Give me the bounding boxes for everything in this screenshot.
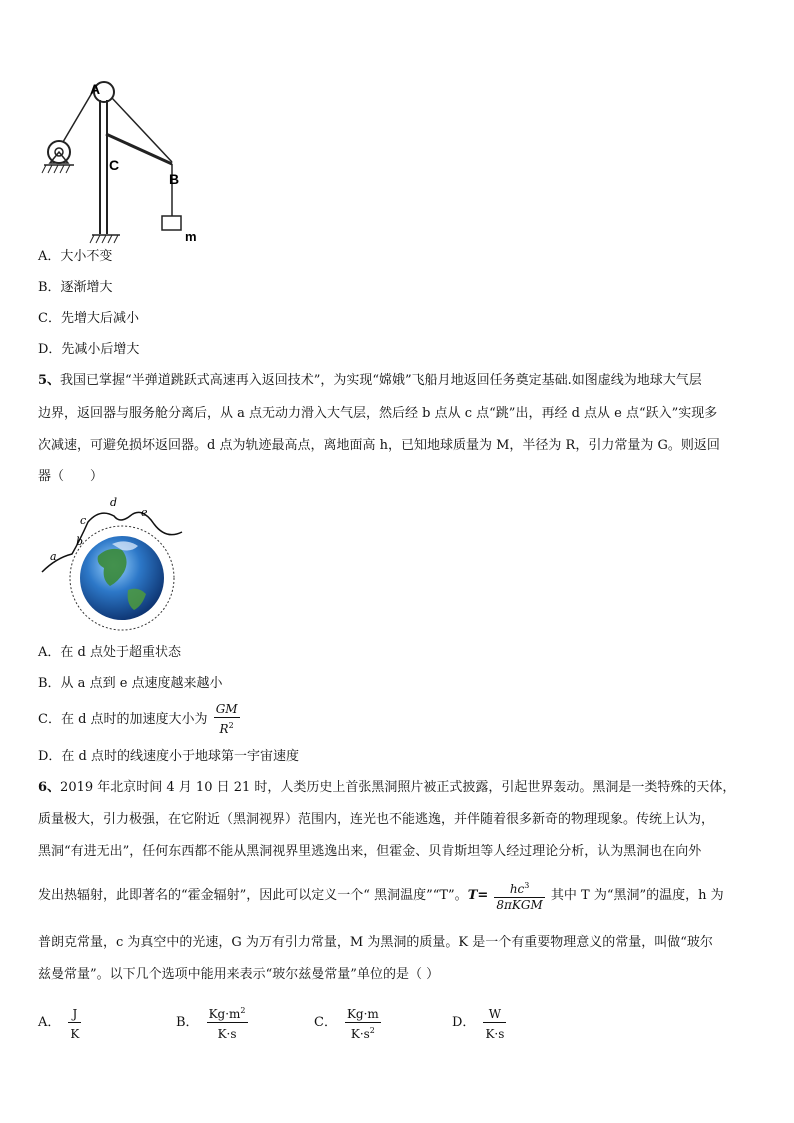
q6-line-5: 普朗克常量，c 为真空中的光速，G 为万有引力常量，M 为黑洞的质量。K 是一个有重要物理意义的常量，叫做“玻尔: [38, 935, 713, 950]
mass-block: [162, 216, 181, 230]
svg-text:a: a: [50, 550, 57, 563]
q5-option-c: C．在 d 点时的加速度大小为 $\frac{GM}{R^2}$: [38, 702, 238, 736]
q5-option-b: B．从 a 点到 e 点速度越来越小: [38, 676, 223, 691]
q6-option-a: A． $\frac{J}{K}$: [38, 1003, 83, 1042]
q6-option-c: C． $\frac{Kg\cdot m}{K\cdot s^2}$: [314, 1003, 383, 1042]
q5-line-4: 器（ ）: [38, 469, 104, 484]
q5-line-1: 5、我国已掌握“半弹道跳跃式高速再入返回技术”，为实现“嫦娥”飞船月地返回任务奠定基础.如图虚线为地球大气层: [38, 373, 702, 388]
earth-trajectory-figure: [38, 494, 188, 634]
label-a: A: [90, 81, 101, 97]
q5-line-2: 边界，返回器与服务舱分离后，从 a 点无动力滑入大气层，然后经 b 点从 c 点“跳”出，再经 d 点从 e 点“跃入”实现多: [38, 406, 718, 421]
q6-line-6: 兹曼常量”。以下几个选项中能用来表示“玻尔兹曼常量”单位的是（ ）: [38, 967, 440, 982]
q5-option-c-fraction: $\frac{GM}{R^2}$: [215, 702, 238, 736]
q6-option-b: B． $\frac{Kg\cdot m^2}{K\cdot s}$: [176, 1003, 250, 1042]
q6-option-d: D． $\frac{W}{K\cdot s}$: [452, 1003, 508, 1042]
q4-option-a: A．大小不变: [38, 249, 113, 264]
svg-text:e: e: [141, 506, 148, 519]
q6-line-4: 发出热辐射，此即著名的“霍金辐射”，因此可以定义一个“ 黑洞温度”“T”。T= $\frac{hc^3}{\text{8πKGM}}$ 其中 T 为“黑洞”的温度，h 为: [38, 878, 724, 913]
q4-option-b: B．逐渐增大: [38, 280, 113, 295]
svg-text:c: c: [80, 514, 87, 527]
svg-text:d: d: [110, 496, 118, 509]
q5-number: 5、: [38, 373, 61, 388]
q4-option-c: C．先增大后减小: [38, 311, 139, 326]
pulley-figure: [38, 78, 218, 248]
label-b: B: [169, 171, 180, 187]
q5-option-d: D．在 d 点时的线速度小于地球第一宇宙速度: [38, 749, 300, 764]
svg-text:b: b: [76, 535, 84, 548]
q6-line-2: 质量极大，引力极强，在它附近（黑洞视界）范围内，连光也不能逃逸，并伴随着很多新奇的物理现象。传统上认为，: [38, 812, 715, 827]
q4-option-d: D．先减小后增大: [38, 342, 140, 357]
q6-line-3: 黑洞“有进无出”，任何东西都不能从黑洞视界里逃逸出来，但霍金、贝肯斯坦等人经过理论分析，认为黑洞也在向外: [38, 844, 702, 859]
label-c: C: [109, 157, 120, 173]
q5-option-a: A．在 d 点处于超重状态: [38, 645, 181, 660]
q6-line-1: 6、2019 年北京时间 4 月 10 日 21 时，人类历史上首张黑洞照片被正式披露，引起世界轰动。黑洞是一类特殊的天体，: [38, 780, 736, 795]
q5-line-3: 次减速，可避免损坏返回器。d 点为轨迹最高点，离地面高 h，已知地球质量为 M，半径为 R，引力常量为 G。则返回: [38, 438, 720, 453]
label-m: m: [185, 229, 197, 244]
hawking-temperature-formula: $\frac{hc^3}{\text{8πKGM}}$: [494, 878, 544, 913]
q6-number: 6、: [38, 780, 61, 795]
